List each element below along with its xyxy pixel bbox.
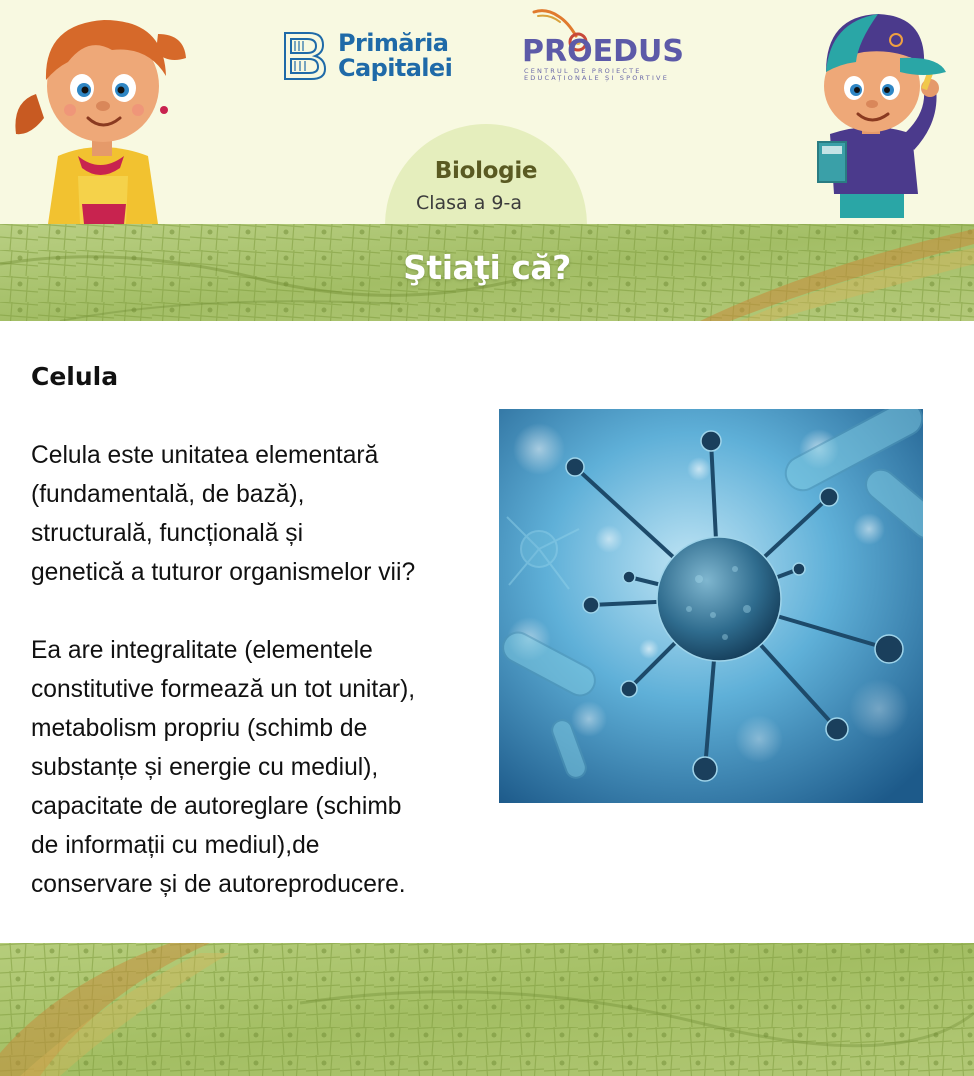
primaria-logo — [283, 30, 463, 84]
footer-decoration — [0, 943, 974, 1076]
cell-illustration — [499, 409, 923, 803]
primaria-logo-line2: Capitalei — [338, 54, 453, 82]
paragraph-2-line: de informații cu mediul),de — [31, 832, 320, 859]
grade-label: Clasa a 9-a — [415, 192, 523, 214]
paragraph-2-line: constitutive formează un tot unitar), — [31, 676, 416, 703]
paragraph-1-line: Celula este unitatea elementară — [31, 442, 379, 469]
title-banner — [0, 224, 974, 321]
proedus-tagline-2: EDUCAȚIONALE ȘI SPORTIVE — [524, 74, 670, 82]
paragraph-1-line: (fundamentală, de bază), — [31, 481, 305, 508]
proedus-logo-name: PROEDUS — [522, 34, 684, 69]
paragraph-2-line: Ea are integralitate (elementele — [31, 637, 373, 664]
girl-mascot-illustration — [8, 6, 194, 224]
paragraph-1-line: genetică a tuturor organismelor vii? — [31, 559, 416, 586]
subject-title: Biologie — [434, 158, 538, 184]
boy-mascot-illustration — [800, 2, 950, 224]
header — [0, 0, 974, 224]
proedus-tagline-1: CENTRUL DE PROIECTE — [524, 67, 642, 75]
section-heading: Celula — [31, 362, 119, 391]
primaria-logo-line1: Primăria — [338, 29, 449, 57]
paragraph-2 — [31, 631, 481, 904]
paragraph-1 — [31, 436, 481, 592]
primaria-emblem-icon — [283, 31, 327, 81]
paragraph-2-line: conservare și de autoreproducere. — [31, 871, 406, 898]
paragraph-2-line: metabolism propriu (schimb de — [31, 715, 368, 742]
banner-title: Ştiaţi că? — [403, 248, 571, 287]
plant-tissue-texture — [0, 943, 974, 1076]
paragraph-1-line: structurală, funcțională și — [31, 520, 304, 547]
paragraph-2-line: substanțe și energie cu mediul), — [31, 754, 379, 781]
proedus-logo — [518, 6, 688, 86]
paragraph-2-line: capacitate de autoreglare (schimb — [31, 793, 402, 820]
